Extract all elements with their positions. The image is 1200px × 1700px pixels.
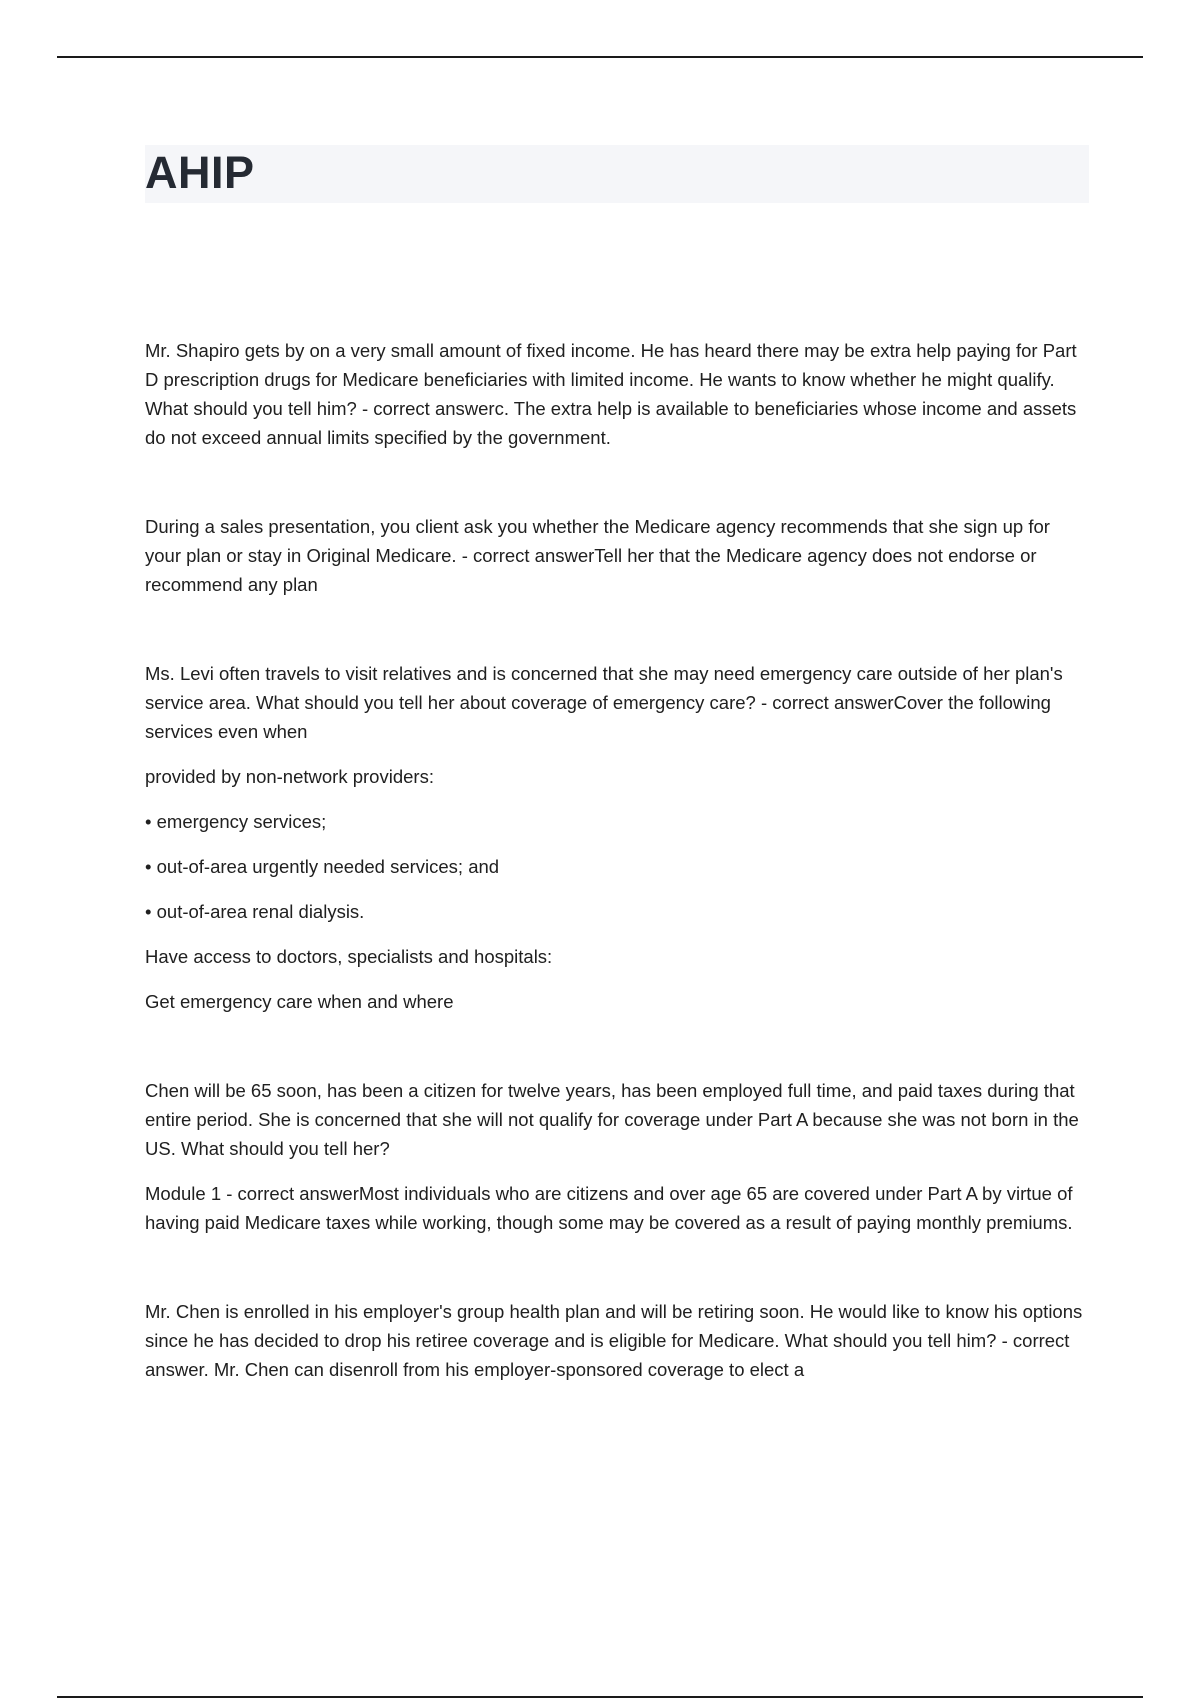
page-title: AHIP — [145, 147, 255, 198]
paragraph: Ms. Levi often travels to visit relatives and is concerned that she may need emergency care outside of her plan's service area. What should you tell her about coverage of emergency care? - correct answerCover the following services even when — [145, 663, 1063, 742]
title-band — [145, 145, 1089, 203]
bottom-rule — [57, 1696, 1143, 1698]
qa-block-mr-chen-retiring — [145, 1297, 1090, 1384]
paragraph: Chen will be 65 soon, has been a citizen for twelve years, has been employed full time, and paid taxes during that entire period. She is concerned that she will not qualify for coverage under Part A because she was not born in the US. What should you tell her? — [145, 1080, 1079, 1159]
paragraph: Module 1 - correct answerMost individuals who are citizens and over age 65 are covered under Part A by virtue of having paid Medicare taxes while working, though some may be covered as a result of paying monthly premiums. — [145, 1183, 1073, 1233]
bullet-item: • out-of-area renal dialysis. — [145, 901, 365, 922]
paragraph: provided by non-network providers: — [145, 766, 434, 787]
paragraph: During a sales presentation, you client ask you whether the Medicare agency recommends that she sign up for your plan or stay in Original Medicare. - correct answerTell her that the Medicare agency does not endorse or recommend any plan — [145, 516, 1050, 595]
paragraph: Mr. Shapiro gets by on a very small amount of fixed income. He has heard there may be extra help paying for Part D prescription drugs for Medicare beneficiaries with limited income. He wants to know whether he might qualify. What should you tell him? - correct answerc. The extra help is available to beneficiaries whose income and assets do not exceed annual limits specified by the government. — [145, 340, 1077, 448]
paragraph: Get emergency care when and where — [145, 991, 454, 1012]
qa-block-chen-part-a — [145, 1076, 1090, 1237]
paragraph: Have access to doctors, specialists and hospitals: — [145, 946, 553, 967]
bullet-item: • emergency services; — [145, 811, 327, 832]
qa-block-levi — [145, 659, 1090, 1016]
bullet-item: • out-of-area urgently needed services; and — [145, 856, 500, 877]
qa-block-shapiro — [145, 336, 1090, 452]
top-rule — [57, 56, 1143, 58]
paragraph: Mr. Chen is enrolled in his employer's group health plan and will be retiring soon. He would like to know his options since he has decided to drop his retiree coverage and is eligible for Medicare. What should you tell him? - correct answer. Mr. Chen can disenroll from his employer-sponsored coverage to elect a — [145, 1301, 1083, 1380]
qa-block-sales-presentation — [145, 512, 1090, 599]
document-body — [145, 336, 1090, 1444]
